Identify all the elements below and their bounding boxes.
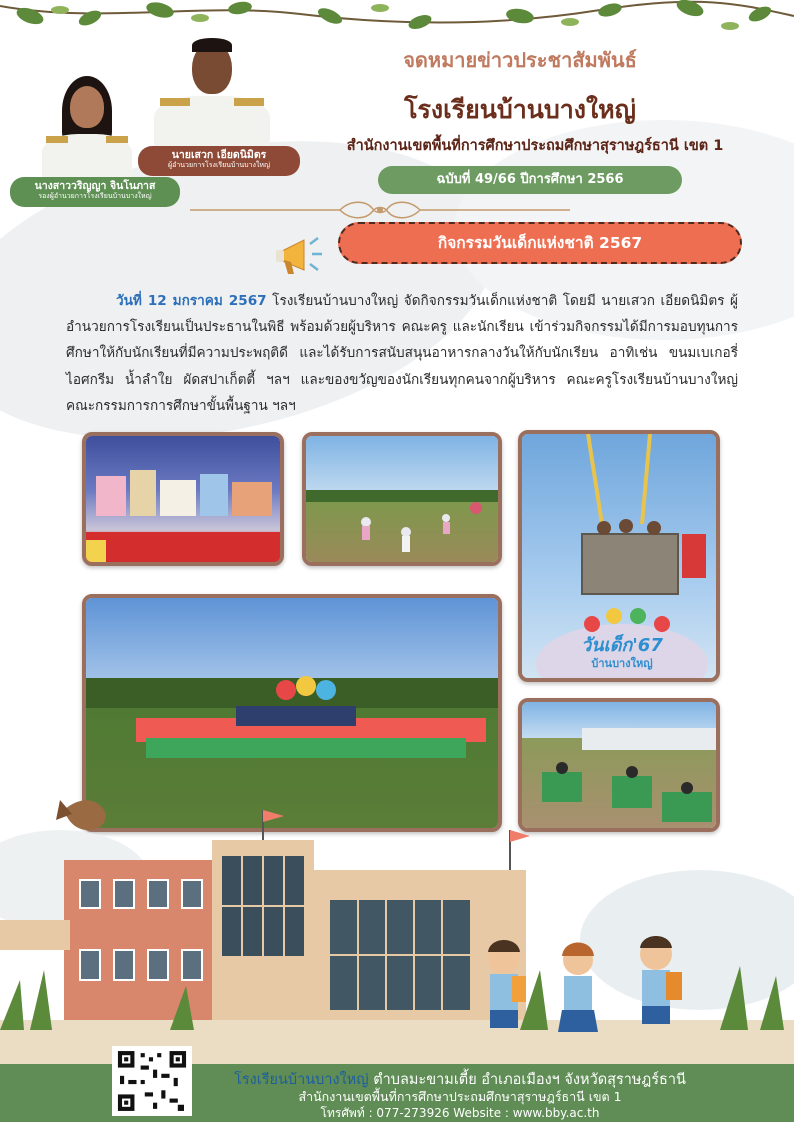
footer-office: สำนักงานเขตพื้นที่การศึกษาประถมศึกษาสุราษฎร์ธานี เขต 1 — [298, 1089, 622, 1104]
photo-sign-title: วันเด็ก'67 — [581, 635, 663, 656]
deputy-name-tag — [10, 177, 180, 207]
article-headline: กิจกรรมวันเด็กแห่งชาติ 2567 — [338, 222, 742, 264]
deputy-role: รองผู้อำนวยการโรงเรียนบ้านบางใหญ่ — [38, 192, 152, 201]
photo-gift-table — [82, 432, 284, 566]
footer-address: ตำบลมะขามเตี้ย อำเภอเมืองฯ จังหวัดสุราษฎร์ธานี — [368, 1072, 686, 1088]
director-name: นายเสวก เอียดนิมิตร — [171, 149, 267, 161]
qr-code-icon[interactable] — [112, 1046, 192, 1116]
director-role: ผู้อำนวยการโรงเรียนบ้านบางใหญ่ — [168, 161, 270, 170]
director-name-tag — [138, 146, 300, 176]
newsletter-title: จดหมายข่าวประชาสัมพันธ์ — [403, 48, 637, 72]
article-text: โรงเรียนบ้านบางใหญ่ จัดกิจกรรมวันเด็กแห่งชาติ โดยมี นายเสวก เอียดนิมิตร ผู้อำนวยการโรงเรียนเป็นประธานในพิธี พร้อมด้วยผู้บริหาร คณะครู และนักเรียน เข้าร่วมกิจกรรมได้มีการมอบทุนการศึกษาให้กับนักเรียนที่มีความประพฤติดี และได้รับการสนับสนุนอาหารกลางวันให้กับนักเรียน อาทิเช่น ขนมเบเกอรี่ ไอศกรีม น้ำลำใย ผัดสปาเก็ตตี้ ฯลฯ และของขวัญของนักเรียนทุกคนจากผู้บริหาร คณะครูโรงเรียนบ้านบางใหญ่ คณะกรรมการการศึกษาขั้นพื้นฐาน ฯลฯ — [66, 293, 738, 414]
article-body — [66, 288, 738, 419]
footer-contact: โทรศัพท์ : 077-273926 Website : www.bby.ac.th — [320, 1106, 600, 1120]
article-date: วันที่ 12 มกราคม 2567 — [116, 293, 267, 309]
school-title: โรงเรียนบ้านบางใหญ่ — [404, 95, 636, 124]
vine-decoration — [0, 0, 794, 40]
megaphone-icon — [276, 234, 326, 278]
photo-sign-subtitle: บ้านบางใหญ่ — [591, 657, 653, 670]
deputy-portrait — [42, 76, 132, 180]
photo-field-children — [302, 432, 502, 566]
photo-crane-basket — [518, 430, 720, 682]
footer-school-link[interactable]: โรงเรียนบ้านบางใหญ่ — [234, 1072, 369, 1088]
director-portrait — [150, 38, 274, 150]
ornament-divider — [190, 200, 570, 220]
issue-badge: ฉบับที่ 49/66 ปีการศึกษา 2566 — [378, 166, 682, 194]
deputy-name: นางสาววริญญา จินโนภาส — [34, 180, 156, 192]
office-subtitle: สำนักงานเขตพื้นที่การศึกษาประถมศึกษาสุราษฎร์ธานี เขต 1 — [346, 138, 724, 154]
